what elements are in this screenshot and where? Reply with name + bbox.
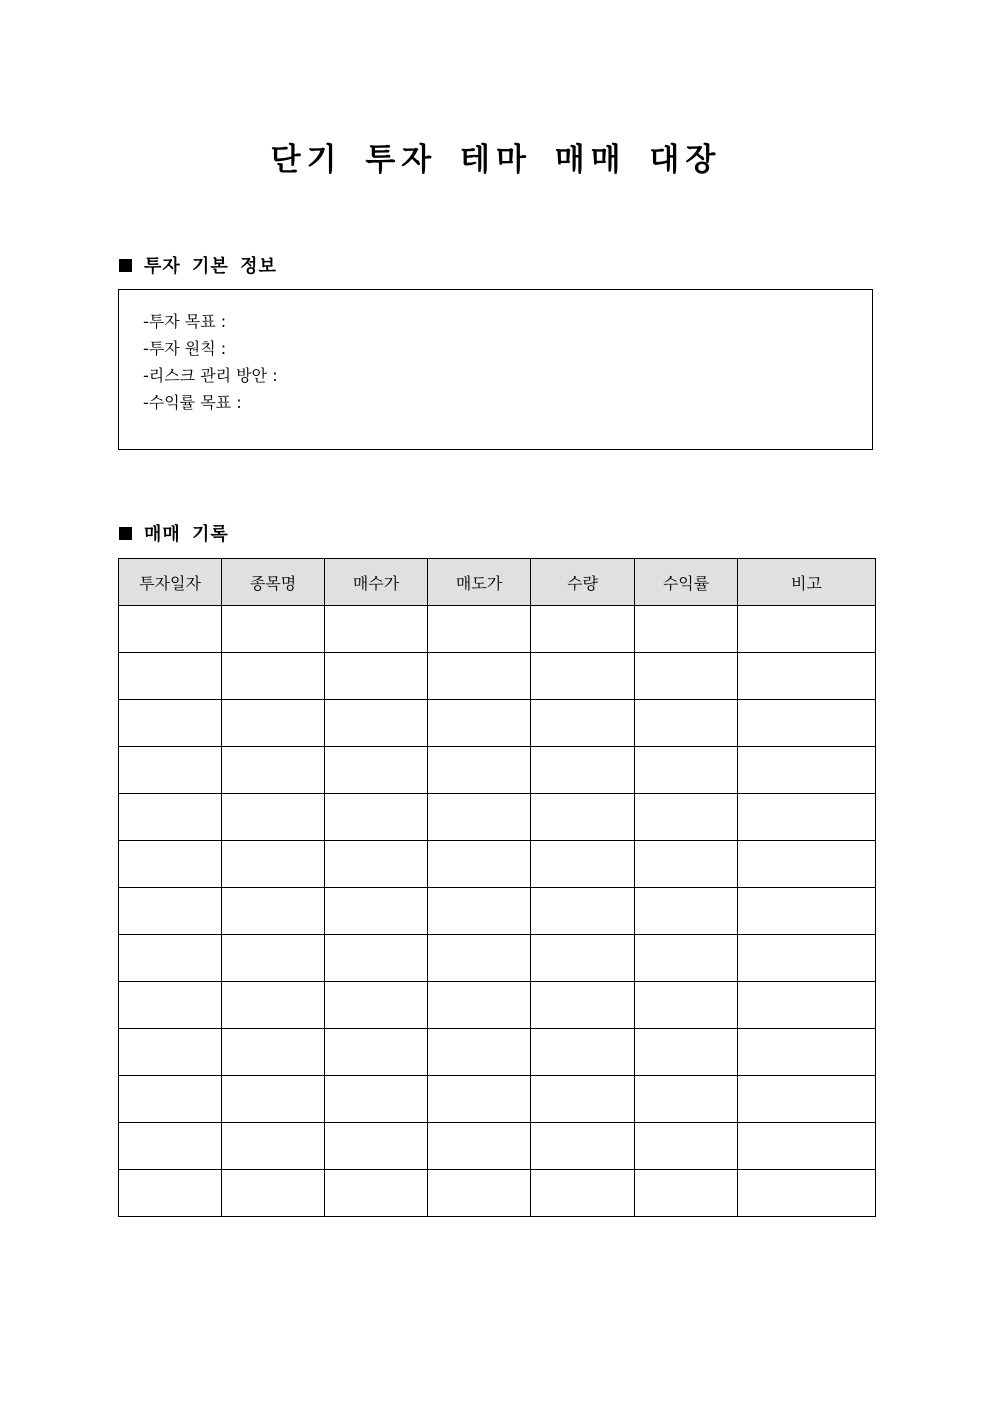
cell-return-rate[interactable] [635,1170,738,1217]
cell-quantity[interactable] [531,1123,635,1170]
cell-note[interactable] [738,700,876,747]
cell-return-rate[interactable] [635,935,738,982]
cell-date[interactable] [119,1029,222,1076]
cell-quantity[interactable] [531,653,635,700]
cell-date[interactable] [119,841,222,888]
cell-quantity[interactable] [531,1029,635,1076]
cell-date[interactable] [119,606,222,653]
cell-buy-price[interactable] [325,1170,428,1217]
cell-quantity[interactable] [531,606,635,653]
square-bullet-icon [119,259,132,272]
cell-date[interactable] [119,1123,222,1170]
cell-stock-name[interactable] [222,653,325,700]
table-row [119,982,876,1029]
column-header-sell-price: 매도가 [428,559,531,606]
cell-date[interactable] [119,1170,222,1217]
table-row [119,747,876,794]
cell-buy-price[interactable] [325,888,428,935]
column-header-quantity: 수량 [531,559,635,606]
cell-stock-name[interactable] [222,606,325,653]
cell-date[interactable] [119,935,222,982]
cell-buy-price[interactable] [325,982,428,1029]
cell-sell-price[interactable] [428,1123,531,1170]
table-row [119,1123,876,1170]
cell-sell-price[interactable] [428,1076,531,1123]
section-heading-basic-info [119,252,277,278]
cell-note[interactable] [738,982,876,1029]
table-row [119,606,876,653]
cell-return-rate[interactable] [635,700,738,747]
cell-sell-price[interactable] [428,794,531,841]
cell-note[interactable] [738,747,876,794]
cell-buy-price[interactable] [325,1123,428,1170]
cell-stock-name[interactable] [222,982,325,1029]
cell-return-rate[interactable] [635,841,738,888]
cell-quantity[interactable] [531,747,635,794]
cell-date[interactable] [119,982,222,1029]
cell-date[interactable] [119,700,222,747]
cell-sell-price[interactable] [428,935,531,982]
cell-note[interactable] [738,653,876,700]
cell-note[interactable] [738,935,876,982]
cell-note[interactable] [738,888,876,935]
table-row [119,700,876,747]
cell-note[interactable] [738,841,876,888]
cell-quantity[interactable] [531,1170,635,1217]
cell-quantity[interactable] [531,700,635,747]
info-line-return-target[interactable]: -수익률 목표 : [143,393,242,412]
section-heading-trade-record [119,520,229,546]
cell-return-rate[interactable] [635,794,738,841]
cell-return-rate[interactable] [635,1123,738,1170]
cell-buy-price[interactable] [325,700,428,747]
table-header-row [119,559,876,606]
cell-buy-price[interactable] [325,1029,428,1076]
trade-record-table [118,558,876,1217]
table-row [119,1076,876,1123]
cell-note[interactable] [738,1170,876,1217]
info-line-goal[interactable]: -투자 목표 : [143,312,227,331]
cell-buy-price[interactable] [325,1076,428,1123]
section-heading-label: 매매 기록 [144,524,229,545]
column-header-return-rate: 수익률 [635,559,738,606]
cell-return-rate[interactable] [635,1076,738,1123]
cell-note[interactable] [738,1029,876,1076]
cell-quantity[interactable] [531,794,635,841]
table-row [119,794,876,841]
cell-date[interactable] [119,1076,222,1123]
cell-stock-name[interactable] [222,888,325,935]
section-heading-label: 투자 기본 정보 [144,256,277,277]
cell-return-rate[interactable] [635,888,738,935]
cell-sell-price[interactable] [428,700,531,747]
cell-stock-name[interactable] [222,1076,325,1123]
cell-quantity[interactable] [531,982,635,1029]
cell-sell-price[interactable] [428,1170,531,1217]
cell-date[interactable] [119,794,222,841]
cell-sell-price[interactable] [428,653,531,700]
cell-return-rate[interactable] [635,653,738,700]
info-line-risk-management[interactable]: -리스크 관리 방안 : [143,366,278,385]
cell-quantity[interactable] [531,1076,635,1123]
cell-note[interactable] [738,794,876,841]
cell-sell-price[interactable] [428,982,531,1029]
cell-note[interactable] [738,1076,876,1123]
cell-sell-price[interactable] [428,606,531,653]
cell-stock-name[interactable] [222,700,325,747]
cell-buy-price[interactable] [325,606,428,653]
page-title: 단기 투자 테마 매매 대장 [270,142,722,178]
table-row [119,653,876,700]
cell-sell-price[interactable] [428,747,531,794]
column-header-note: 비고 [738,559,876,606]
cell-buy-price[interactable] [325,935,428,982]
cell-return-rate[interactable] [635,747,738,794]
cell-buy-price[interactable] [325,653,428,700]
cell-stock-name[interactable] [222,1170,325,1217]
cell-stock-name[interactable] [222,1029,325,1076]
table-row [119,935,876,982]
cell-quantity[interactable] [531,888,635,935]
cell-stock-name[interactable] [222,841,325,888]
cell-stock-name[interactable] [222,935,325,982]
info-line-principle[interactable]: -투자 원칙 : [143,339,227,358]
column-header-buy-price: 매수가 [325,559,428,606]
square-bullet-icon [119,527,132,540]
table-row [119,888,876,935]
cell-buy-price[interactable] [325,747,428,794]
table-row [119,1029,876,1076]
table-row [119,1170,876,1217]
column-header-date: 투자일자 [119,559,222,606]
cell-date[interactable] [119,653,222,700]
cell-sell-price[interactable] [428,1029,531,1076]
basic-info-box [118,289,873,450]
cell-buy-price[interactable] [325,841,428,888]
cell-return-rate[interactable] [635,606,738,653]
cell-note[interactable] [738,606,876,653]
trade-table-body [119,606,876,1217]
cell-date[interactable] [119,888,222,935]
cell-return-rate[interactable] [635,982,738,1029]
cell-buy-price[interactable] [325,794,428,841]
cell-stock-name[interactable] [222,1123,325,1170]
cell-stock-name[interactable] [222,794,325,841]
cell-quantity[interactable] [531,841,635,888]
cell-date[interactable] [119,747,222,794]
cell-note[interactable] [738,1123,876,1170]
cell-quantity[interactable] [531,935,635,982]
column-header-stock-name: 종목명 [222,559,325,606]
cell-sell-price[interactable] [428,841,531,888]
cell-sell-price[interactable] [428,888,531,935]
cell-return-rate[interactable] [635,1029,738,1076]
cell-stock-name[interactable] [222,747,325,794]
table-row [119,841,876,888]
